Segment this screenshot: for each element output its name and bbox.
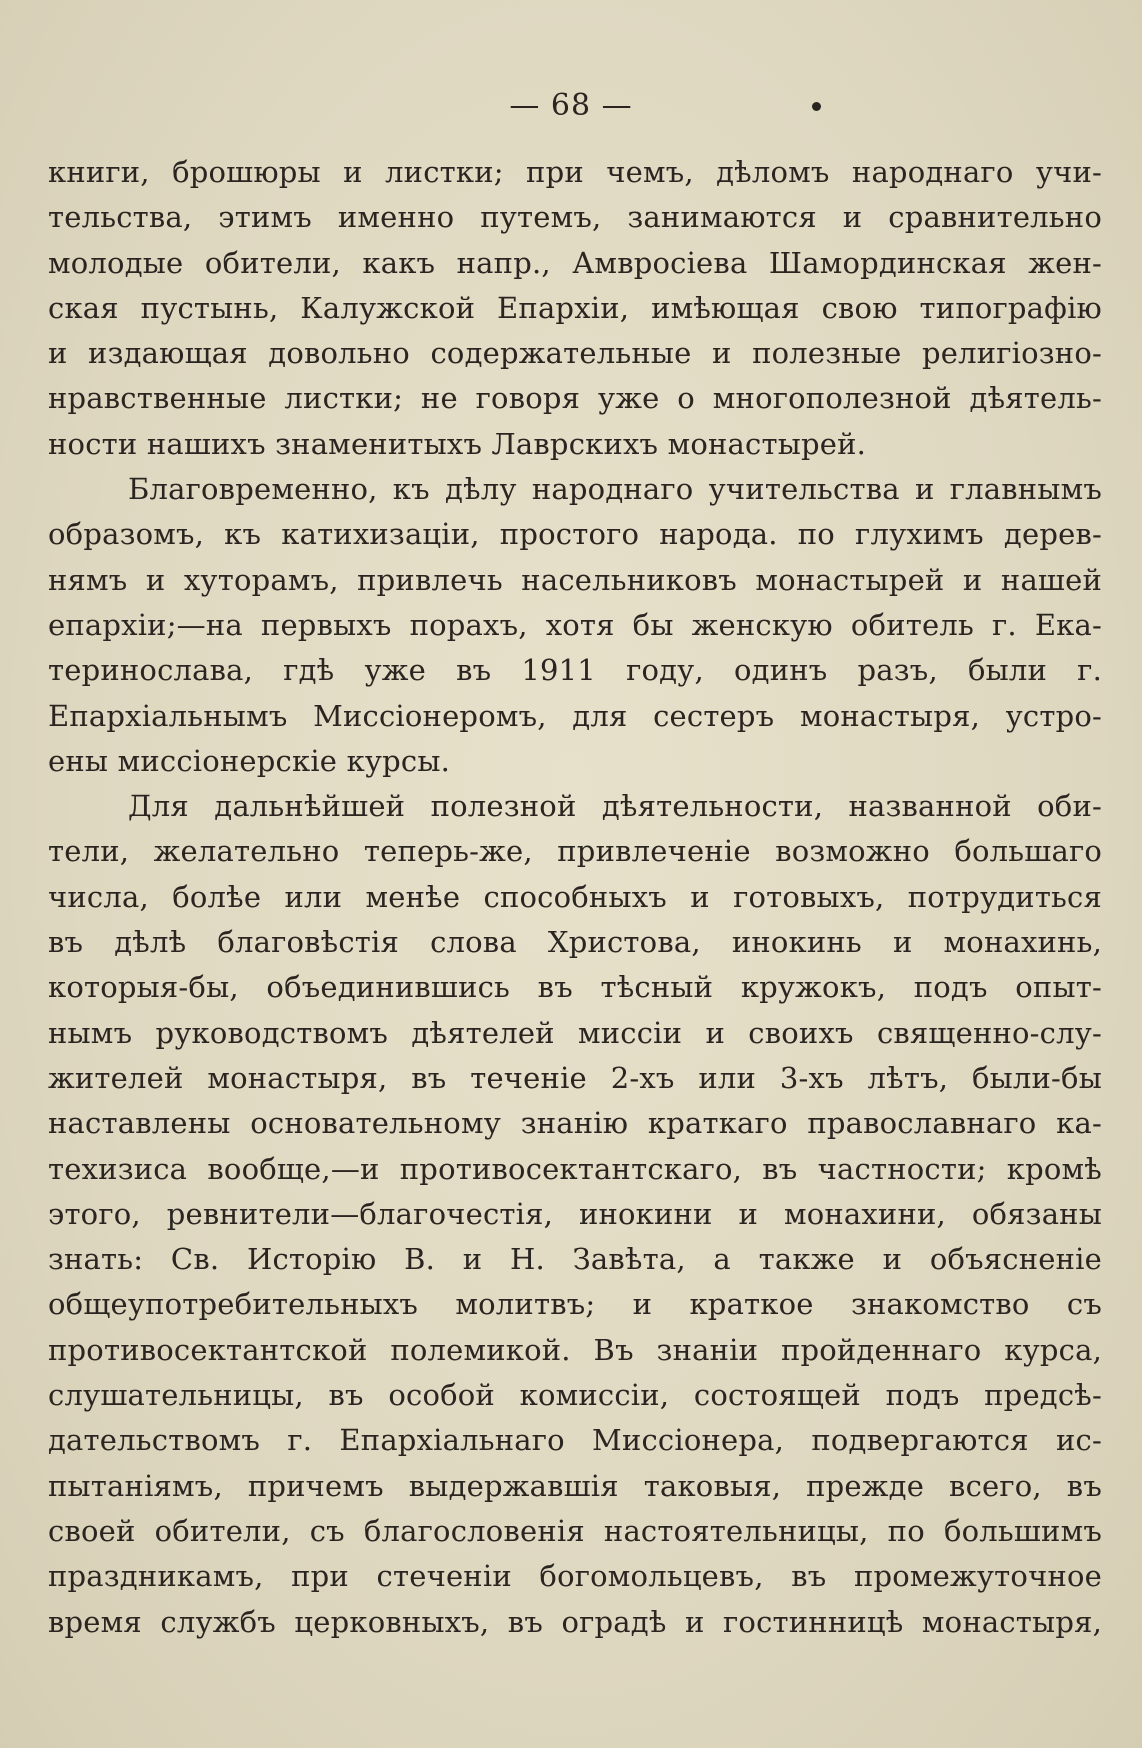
text-line: ская пустынь, Калужской Епархiи, имѣющая свою типографiю [48, 290, 1102, 325]
text-line: своей обители, съ благословенiя настоятельницы, по большимъ [48, 1513, 1102, 1548]
text-line: епархiи;—на первыхъ порахъ, хотя бы женскую обитель г. Ека- [48, 607, 1102, 642]
page-number: — 68 — [509, 88, 633, 123]
text-line: книги, брошюры и листки; при чемъ, дѣломъ народнаго учи- [48, 155, 1102, 189]
text-line: которыя-бы, объединившись въ тѣсный кружокъ, подъ опыт- [48, 970, 1102, 1005]
text-line: въ дѣлѣ благовѣстiя слова Христова, инокинь и монахинь, [48, 925, 1102, 960]
text-line: противосектантской полемикой. Въ знанiи пройденнаго курса, [48, 1332, 1102, 1367]
text-line: слушательницы, въ особой комиссiи, состоящей подъ предсѣ- [48, 1378, 1102, 1413]
text-line: теринослава, гдѣ уже въ 1911 году, одинъ разъ, были г. [48, 653, 1102, 688]
text-line: знать: Св. Исторiю В. и Н. Завѣта, а также и объясненiе [48, 1242, 1102, 1277]
text-line: техизиса вообще,—и противосектантскаго, въ частности; кромѣ [48, 1151, 1102, 1186]
paragraph-first-line: Благовременно, къ дѣлу народнаго учительства и главнымъ [128, 472, 1102, 507]
text-line: числа, болѣе или менѣе способныхъ и готовыхъ, потрудиться [48, 879, 1102, 914]
text-line: праздникамъ, при стеченiи богомольцевъ, въ промежуточное [48, 1559, 1102, 1594]
ink-dot [812, 102, 821, 111]
text-line: жителей монастыря, въ теченiе 2-хъ или 3-хъ лѣтъ, были-бы [48, 1060, 1102, 1095]
text-line: наставлены основательному знанiю краткаго православнаго ка- [48, 1106, 1102, 1141]
text-line: ности нашихъ знаменитыхъ Лаврскихъ монастырей. [48, 426, 867, 461]
text-line: Епархiальнымъ Миссiонеромъ, для сестеръ монастыря, устро- [48, 698, 1102, 733]
text-line: ены миссiонерскiе курсы. [48, 743, 451, 778]
text-line: нымъ руководствомъ дѣятелей миссiи и своихъ священно-слу- [48, 1015, 1102, 1050]
body-text [48, 150, 1102, 1645]
text-line: время службъ церковныхъ, въ оградѣ и гостинницѣ монастыря, [48, 1604, 1102, 1639]
text-line: дательствомъ г. Епархiальнаго Миссiонера, подвергаются ис- [48, 1423, 1102, 1458]
text-line: образомъ, къ катихизацiи, простого народа. по глухимъ дерев- [48, 517, 1102, 552]
text-line: тели, желательно теперь-же, привлеченiе возможно большаго [48, 834, 1102, 869]
text-line: нравственные листки; не говоря уже о многополезной дѣятель- [48, 381, 1102, 416]
paragraph-first-line: Для дальнѣйшей полезной дѣятельности, названной оби- [128, 789, 1102, 824]
text-line: общеупотребительныхъ молитвъ; и краткое знакомство съ [48, 1287, 1102, 1322]
text-line: тельства, этимъ именно путемъ, занимаются и сравнительно [48, 200, 1102, 235]
text-line: и издающая довольно содержательные и полезные религiозно- [48, 336, 1102, 371]
text-line: пытанiямъ, причемъ выдержавшiя таковыя, прежде всего, въ [48, 1468, 1102, 1503]
text-line: нямъ и хуторамъ, привлечь насельниковъ монастырей и нашей [48, 562, 1102, 597]
text-line: этого, ревнители—благочестiя, инокини и монахини, обязаны [48, 1196, 1102, 1231]
text-line: молодые обители, какъ напр., Амвросiева Шамординская жен- [48, 245, 1102, 280]
